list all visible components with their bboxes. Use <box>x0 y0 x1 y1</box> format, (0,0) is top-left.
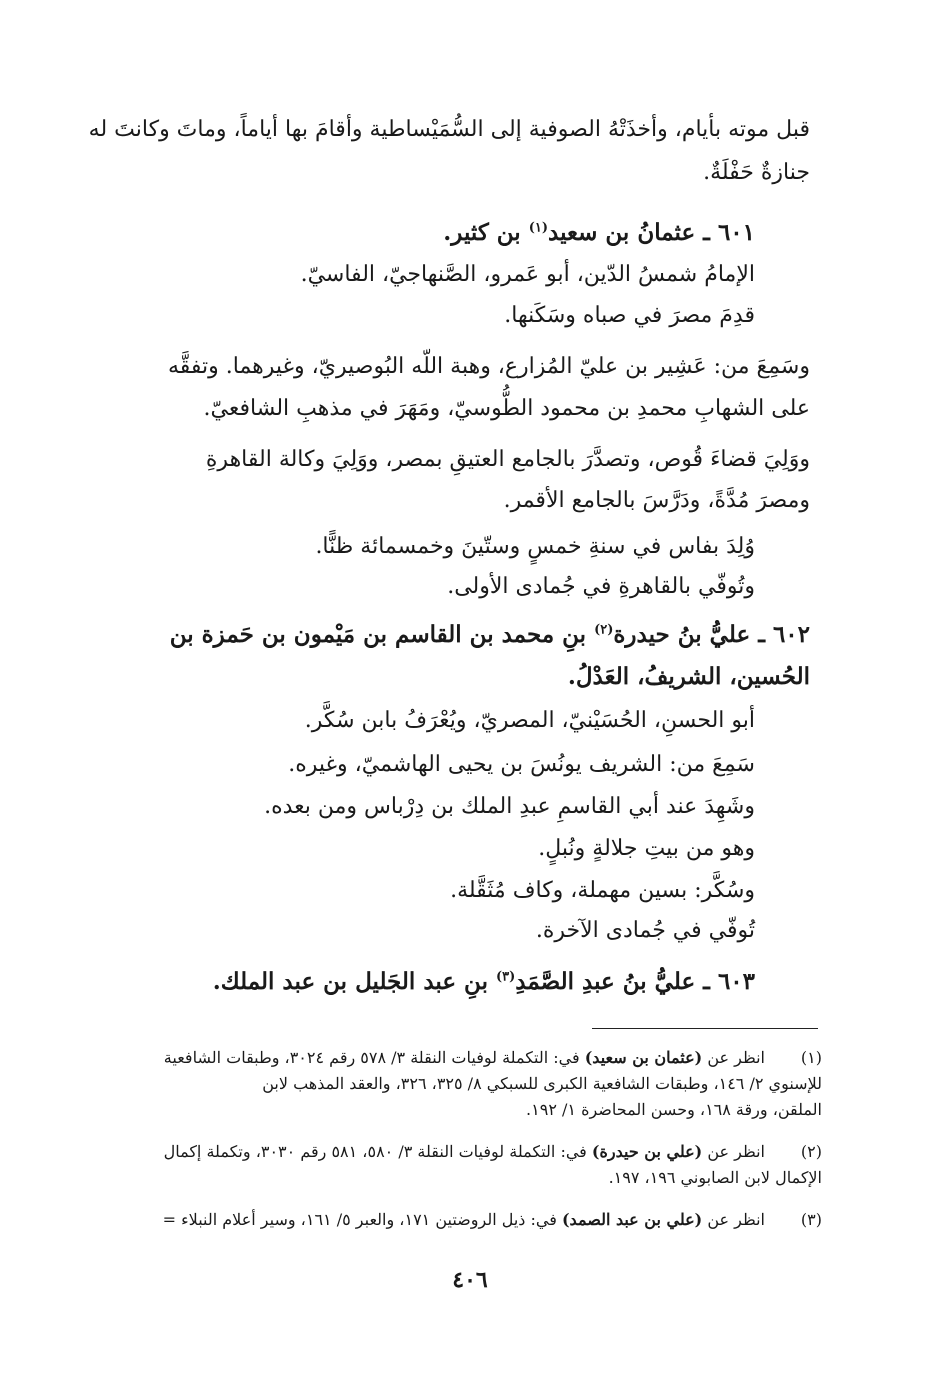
entry-603-heading-title: ٦٠٣ ـ عليُّ بنُ عبدِ الصَّمَدِ <box>515 968 755 995</box>
footnote-1-line: الملقن، ورقة ١٦٨، وحسن المحاضرة ١/ ١٩٢. <box>526 1100 822 1119</box>
footnote-ref-2: (٢) <box>594 622 614 638</box>
entry-601-heading-title: ٦٠١ ـ عثمانُ بن سعيد <box>548 219 755 246</box>
entry-602-heading <box>170 620 810 650</box>
footnote-ref-3: (٣) <box>495 969 516 985</box>
footnote-1-line: للإسنوي ٢/ ١٤٦، وطبقات الشافعية الكبرى للسبكي ٨/ ٣٢٥، ٣٢٦، والعقد المذهب لابن <box>262 1074 822 1093</box>
entry-602-heading-rest: بنِ محمد بن القاسم بن مَيْمون بن حَمزة بن <box>169 621 595 648</box>
footnote-2-line: انظر عن (علي بن حيدرة) في: التكملة لوفيات النقلة ٣/ ٥٨٠، ٥٨١ رقم ٣٠٣٠، وتكملة إكمال <box>163 1142 765 1161</box>
entry-602-line: وسُكَّر: بسين مهملة، وكاف مُثَقَّلة. <box>450 878 755 903</box>
entry-601-line: وتُوفّي بالقاهرةِ في جُمادى الأولى. <box>447 574 755 599</box>
entry-601-line: الإمامُ شمسُ الدّين، أبو عَمرو، الصَّنهاجيّ، الفاسيّ. <box>300 262 755 287</box>
footnote-3-line: انظر عن (علي بن عبد الصمد) في: ذيل الروضتين ١٧١، والعبر ٥/ ١٦١، وسير أعلام النبلاء = <box>162 1210 765 1229</box>
entry-602-line: وهو من بيتِ جلالةٍ ونُبلٍ. <box>538 836 755 861</box>
entry-601-line: على الشهابِ محمدِ بن محمود الطُّوسيّ، ومَهَرَ في مذهبِ الشافعيّ. <box>203 396 810 421</box>
footnote-number: (٣) <box>800 1210 822 1229</box>
footnote-separator <box>592 1028 818 1029</box>
entry-601-line: قدِمَ مصرَ في صباه وسَكَنها. <box>504 303 755 328</box>
intro-line-1: قبل موته بأيام، وأخذَتْهُ الصوفية إلى السُّمَيْساطية وأقامَ بها أياماً، وماتَ وكانتَ له <box>88 117 810 142</box>
entry-602-line: تُوفّي في جُمادى الآخرة. <box>535 918 755 943</box>
entry-601-line: وسَمِعَ من: عَشِير بن عليّ المُزارع، وهبة اللّه البُوصيريّ، وغيرهما. وتفقَّه <box>167 354 810 379</box>
footnote-number: (٢) <box>800 1142 822 1161</box>
page-number: ٤٠٦ <box>452 1267 488 1293</box>
entry-601-line: وُلِدَ بفاس في سنةِ خمسٍ وستّينَ وخمسمائة ظنًّا. <box>315 534 755 559</box>
entry-601-line: ووَلِيَ قضاءَ قُوص، وتصدَّرَ بالجامع العتيقِ بمصر، ووَلِيَ وكالة القاهرةِ <box>205 447 810 472</box>
footnote-cited-name: (علي بن عبد الصمد) <box>561 1210 703 1229</box>
footnote-number: (١) <box>800 1048 822 1067</box>
entry-602-line: سَمِعَ من: الشريف يونُسَ بن يحيى الهاشميّ، وغيره. <box>288 752 755 777</box>
entry-602-heading-title: ٦٠٢ ـ عليُّ بنُ حيدرة <box>613 621 810 648</box>
footnote-cited-name: (عثمان بن سعيد) <box>584 1048 703 1067</box>
intro-line-2: جنازةٌ حَفْلَةٌ. <box>703 160 810 185</box>
footnote-ref-1: (١) <box>528 220 549 236</box>
entry-603-heading <box>213 967 755 997</box>
footnote-1-line: انظر عن (عثمان بن سعيد) في: التكملة لوفيات النقلة ٣/ ٥٧٨ رقم ٣٠٢٤، وطبقات الشافعية <box>163 1048 765 1067</box>
entry-603-heading-rest: بنِ عبد الجَليل بن عبد الملك. <box>212 968 496 995</box>
entry-602-line: وشَهِدَ عند أبي القاسمِ عبدِ الملك بن دِرْباس ومن بعده. <box>264 794 755 819</box>
entry-602-line: أبو الحسنِ، الحُسَيْنيّ، المصريّ، ويُعْرَفُ بابن سُكَّر. <box>304 708 755 733</box>
entry-602-heading-line2: الحُسين، الشريفُ، العَدْلُ. <box>567 663 810 690</box>
entry-601-heading <box>443 218 755 248</box>
entry-601-heading-rest: بن كثير. <box>443 219 529 246</box>
footnote-cited-name: (علي بن حيدرة) <box>591 1142 703 1161</box>
entry-601-line: ومصرَ مُدَّةً، ودَرَّسَ بالجامع الأقمر. <box>503 488 810 513</box>
footnote-2-line: الإكمال لابن الصابوني ١٩٦، ١٩٧. <box>608 1168 822 1187</box>
